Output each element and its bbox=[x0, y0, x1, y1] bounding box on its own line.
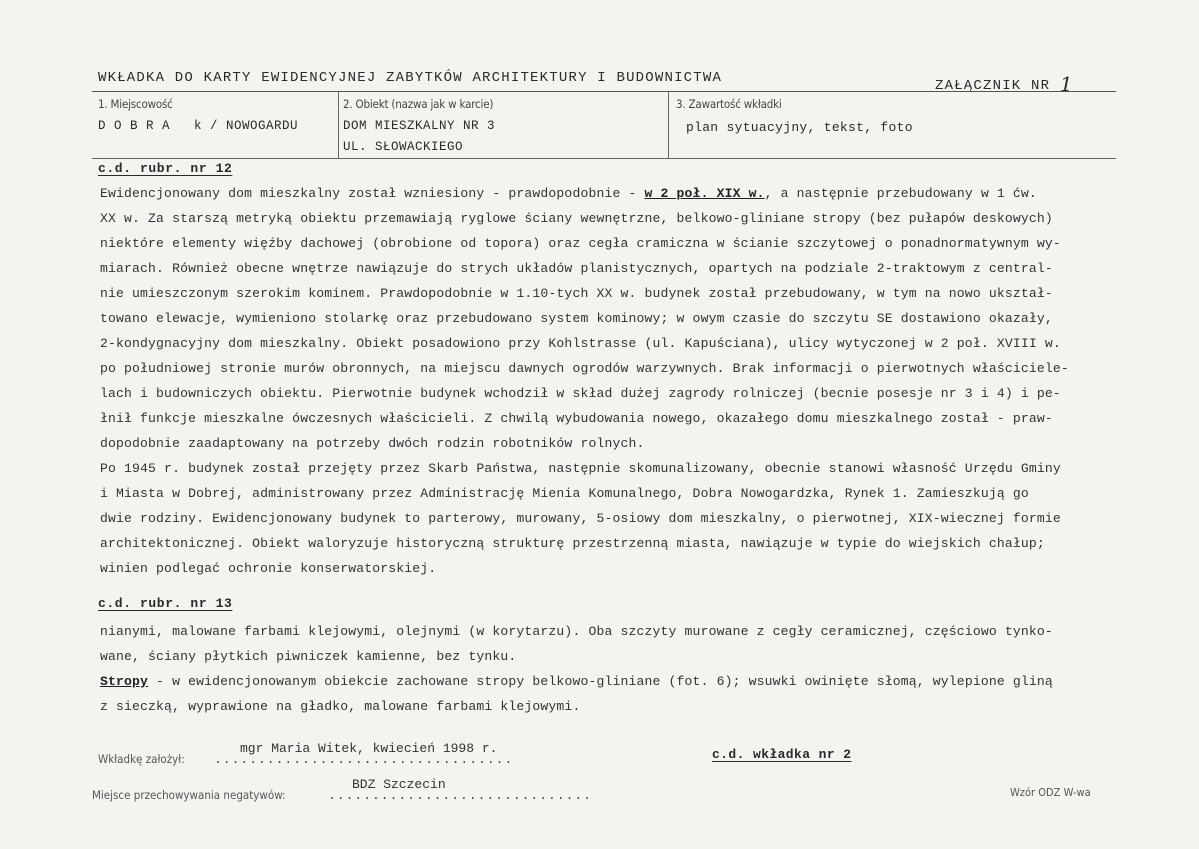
form-template-code: Wzór ODZ W-wa bbox=[1010, 786, 1091, 799]
section-12-line: po południowej stronie murów obronnych, na miejscu dawnych ogrodów warzywnych. Brak informacji o pierwotnych właściciele- bbox=[100, 361, 1069, 376]
author-value: mgr Maria Witek, kwiecień 1998 r. bbox=[240, 741, 498, 756]
section-12-line: nie umieszczonym szerokim kominem. Prawdopodobnie w 1.10-tych XX w. budynek został przebudowany, w tym na nowo ukształ- bbox=[100, 286, 1053, 301]
location-label: 1. Miejscowość bbox=[98, 97, 173, 111]
section-12-line: dwie rodziny. Ewidencjonowany budynek to parterowy, murowany, 5-osiowy dom mieszkalny, o pierwotnej, XIX-wiecznej formie bbox=[100, 511, 1061, 526]
section-13-label: c.d. rubr. nr 13 bbox=[98, 596, 233, 611]
header-bottom-rule bbox=[92, 158, 1116, 159]
section-12-line: Po 1945 r. budynek został przejęty przez Skarb Państwa, następnie skomunalizowany, obecnie stanowi własność Urzędu Gminy bbox=[100, 461, 1061, 476]
field-divider-1 bbox=[338, 92, 339, 158]
contents-label: 3. Zawartość wkładki bbox=[676, 97, 782, 111]
section-12-line: XX w. Za starszą metryką obiektu przemawiają ryglowe ściany wewnętrzne, belkowo-gliniane stropy (bez pułapów deskowych) bbox=[100, 211, 1053, 226]
object-label: 2. Obiekt (nazwa jak w karcie) bbox=[343, 97, 494, 111]
section-12-line: winien podlegać ochronie konserwatorskiej. bbox=[100, 561, 437, 576]
line-text: - w ewidencjonowanym obiekcie zachowane stropy belkowo-gliniane (fot. 6); wsuwki owinięte słomą, wylepione gliną bbox=[148, 674, 1053, 689]
negatives-value: BDZ Szczecin bbox=[352, 777, 446, 792]
section-12-line: lach i budowniczych obiektu. Pierwotnie budynek wchodził w skład dużej zagrody rolniczej (becnie posesje nr 3 i 4) i pe- bbox=[100, 386, 1061, 401]
header-top-rule bbox=[92, 91, 1116, 92]
section-13-line: z sieczką, wyprawione na gładko, malowane farbami klejowymi. bbox=[100, 699, 581, 714]
annex-number: 1 bbox=[1059, 72, 1074, 96]
object-value-line2: UL. SŁOWACKIEGO bbox=[343, 140, 464, 154]
section-12-line: 2-kondygnacyjny dom mieszkalny. Obiekt posadowiono przy Kohlstrasse (ul. Kapuściana), ulicy wytyczonej w 2 poł. XVIII w. bbox=[100, 336, 1061, 351]
section-12-line: dopodobnie zaadaptowany na potrzeby dwóch rodzin robotników rolnych. bbox=[100, 436, 645, 451]
section-12-label: c.d. rubr. nr 12 bbox=[98, 161, 233, 176]
section-12-line: niektóre elementy więźby dachowej (obrobione od topora) oraz cegła cramiczna w ścianie szczytowej o ponadnormatywnym wy- bbox=[100, 236, 1061, 251]
form-title: WKŁADKA DO KARTY EWIDENCYJNEJ ZABYTKÓW ARCHITEKTURY I BUDOWNICTWA bbox=[98, 70, 723, 86]
section-12-line: miarach. Również obecne wnętrze nawiązuje do strych układów planistycznych, opartych na podziale 2-traktowym z central- bbox=[100, 261, 1053, 276]
contents-value: plan sytuacyjny, tekst, foto bbox=[686, 120, 913, 135]
location-value: D O B R A k / NOWOGARDU bbox=[98, 119, 299, 133]
object-value-line1: DOM MIESZKALNY NR 3 bbox=[343, 119, 496, 133]
annex-label: ZAŁĄCZNIK NR bbox=[935, 78, 1051, 94]
section-13-line: wane, ściany płytkich piwniczek kamienne, bez tynku. bbox=[100, 649, 517, 664]
stropy-term: Stropy bbox=[100, 674, 149, 689]
author-label: Wkładkę założył: bbox=[98, 752, 185, 766]
continuation-note: c.d. wkładka nr 2 bbox=[712, 747, 852, 762]
field-divider-2 bbox=[668, 92, 669, 158]
section-13-line: nianymi, malowane farbami klejowymi, olejnymi (w korytarzu). Oba szczyty murowane z cegły ceramicznej, częściowo tynko- bbox=[100, 624, 1053, 639]
section-12-line: łnił funkcje mieszkalne ówczesnych właścicieli. Z chwilą wybudowania nowego, okazałego domu mieszkalnego został - praw- bbox=[100, 411, 1053, 426]
section-12-line: i Miasta w Dobrej, administrowany przez Administrację Mienia Komunalnego, Dobra Nowogardzka, Rynek 1. Zamieszkują go bbox=[100, 486, 1029, 501]
section-12-line-1 bbox=[100, 186, 1037, 201]
negatives-dotted-line: .............................. bbox=[328, 788, 593, 803]
line-text: , a następnie przebudowany w 1 ćw. bbox=[764, 186, 1037, 201]
section-12-line: architektonicznej. Obiekt waloryzuje historyczną strukturę przestrzenną miasta, nawiązuje w typie do wiejskich chałup; bbox=[100, 536, 1045, 551]
section-13-stropy-line bbox=[100, 674, 1053, 689]
negatives-label: Miejsce przechowywania negatywów: bbox=[92, 788, 286, 802]
line-text: Ewidencjonowany dom mieszkalny został wzniesiony - prawdopodobnie - bbox=[100, 186, 645, 201]
section-12-line: towano elewacje, wymieniono stolarkę oraz przebudowano system kominowy; w owym czasie do szczytu SE dostawiono okazały, bbox=[100, 311, 1053, 326]
dating-highlight: w 2 poł. XIX w. bbox=[644, 186, 765, 201]
author-dotted-line: .................................. bbox=[214, 752, 514, 767]
